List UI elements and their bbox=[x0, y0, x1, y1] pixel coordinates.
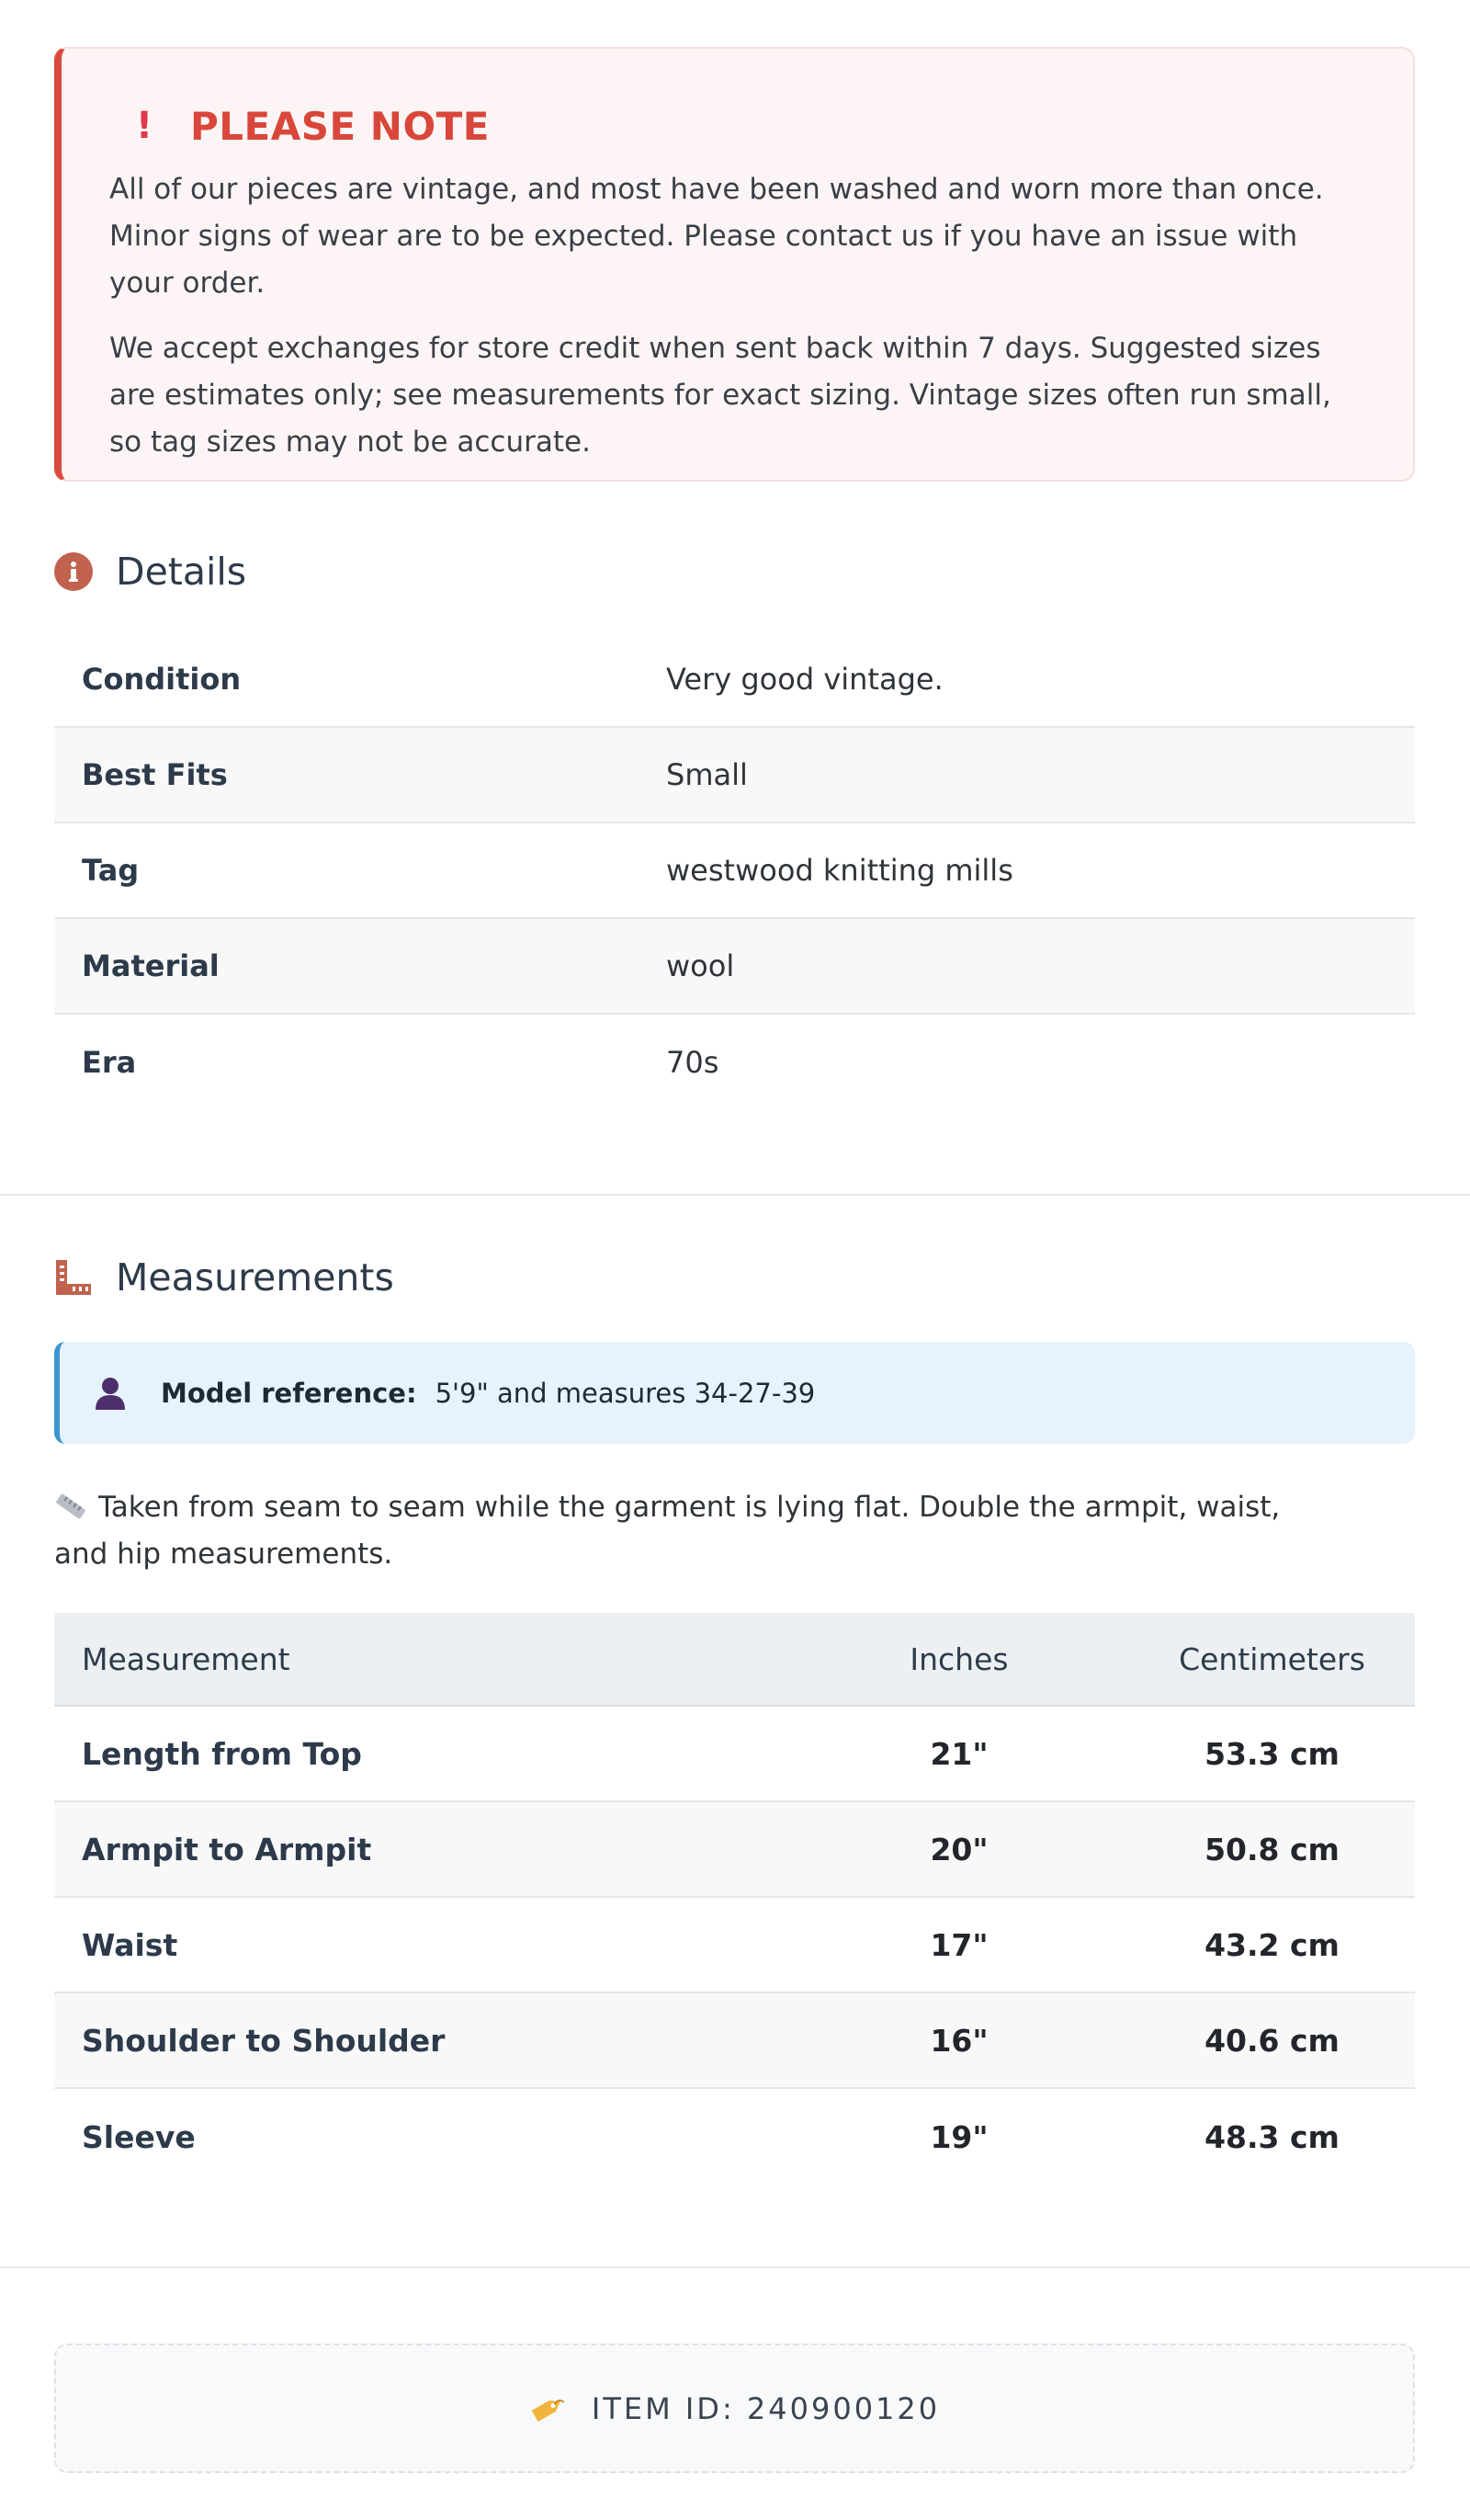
detail-label: Tag bbox=[82, 853, 140, 888]
measurement-name: Shoulder to Shoulder bbox=[82, 2022, 446, 2059]
tag-icon bbox=[529, 2390, 566, 2427]
table-row bbox=[54, 1898, 1415, 1993]
detail-value: wool bbox=[666, 948, 735, 983]
table-row bbox=[54, 2089, 1415, 2185]
measurement-inches: 17" bbox=[930, 1926, 989, 1963]
measurements-table bbox=[54, 1613, 1415, 2185]
section-divider bbox=[0, 1194, 1470, 1196]
detail-label: Best Fits bbox=[82, 757, 228, 792]
exclamation-icon: ! bbox=[135, 105, 153, 147]
detail-value: Very good vintage. bbox=[666, 662, 944, 697]
detail-value: westwood knitting mills bbox=[666, 853, 1013, 888]
measurement-name: Waist bbox=[82, 1926, 178, 1963]
measurement-note-text: Taken from seam to seam while the garment is lying flat. Double the armpit, waist, and hip measurements. bbox=[54, 1491, 1281, 1571]
measurement-inches: 16" bbox=[930, 2022, 989, 2059]
detail-label: Condition bbox=[82, 662, 242, 697]
column-header-centimeters: Centimeters bbox=[1179, 1640, 1365, 1677]
note-header bbox=[109, 100, 1365, 152]
measurements-header bbox=[54, 1255, 394, 1300]
table-row bbox=[54, 1993, 1415, 2089]
model-reference-box bbox=[54, 1342, 1415, 1444]
person-icon bbox=[95, 1376, 126, 1411]
detail-label: Era bbox=[82, 1045, 137, 1080]
section-divider bbox=[0, 2266, 1470, 2268]
ruler-icon bbox=[54, 1493, 87, 1520]
details-row-condition bbox=[54, 632, 1415, 728]
table-row bbox=[54, 1802, 1415, 1898]
measurement-cm: 43.2 cm bbox=[1204, 1926, 1340, 1963]
item-id-box bbox=[54, 2344, 1415, 2473]
detail-value: Small bbox=[666, 757, 748, 792]
measurement-name: Armpit to Armpit bbox=[82, 1831, 372, 1867]
table-header-row bbox=[54, 1613, 1415, 1707]
details-header bbox=[54, 550, 246, 594]
please-note-box bbox=[54, 47, 1415, 482]
table-row bbox=[54, 1707, 1415, 1802]
info-icon bbox=[54, 552, 93, 591]
measurement-cm: 53.3 cm bbox=[1204, 1735, 1340, 1772]
measurement-note bbox=[54, 1484, 1340, 1578]
details-row-best-fits bbox=[54, 728, 1415, 823]
model-reference-value: 5'9" and measures 34-27-39 bbox=[435, 1377, 816, 1409]
note-paragraph-2: We accept exchanges for store credit when sent back within 7 days. Suggested sizes are estimates only; see measurements for exact sizing. Vintage sizes often run small, so tag sizes may not be accurate. bbox=[109, 332, 1331, 459]
note-title: PLEASE NOTE bbox=[190, 103, 490, 149]
details-row-era bbox=[54, 1015, 1415, 1110]
measurement-inches: 21" bbox=[930, 1735, 989, 1772]
details-table bbox=[54, 632, 1415, 1110]
measurement-name: Length from Top bbox=[82, 1735, 362, 1772]
column-header-inches: Inches bbox=[910, 1640, 1009, 1677]
details-row-tag bbox=[54, 823, 1415, 919]
note-paragraph-1: All of our pieces are vintage, and most have been washed and worn more than once. Minor signs of wear are to be expected. Please contact us if you have an issue with your order. bbox=[109, 173, 1324, 300]
model-reference-label: Model reference: bbox=[161, 1377, 417, 1409]
detail-label: Material bbox=[82, 948, 220, 983]
measurement-inches: 19" bbox=[930, 2118, 989, 2155]
measurement-name: Sleeve bbox=[82, 2118, 196, 2155]
item-id-text: ITEM ID: 240900120 bbox=[591, 2390, 941, 2426]
measurement-cm: 48.3 cm bbox=[1204, 2118, 1340, 2155]
ruler-icon bbox=[54, 1258, 93, 1297]
measurements-title: Measurements bbox=[116, 1255, 394, 1300]
measurement-cm: 40.6 cm bbox=[1204, 2022, 1340, 2059]
detail-value: 70s bbox=[666, 1045, 719, 1080]
details-title: Details bbox=[116, 550, 247, 594]
measurement-inches: 20" bbox=[930, 1831, 989, 1867]
details-row-material bbox=[54, 919, 1415, 1015]
measurement-cm: 50.8 cm bbox=[1204, 1831, 1340, 1867]
column-header-measurement: Measurement bbox=[82, 1640, 290, 1677]
